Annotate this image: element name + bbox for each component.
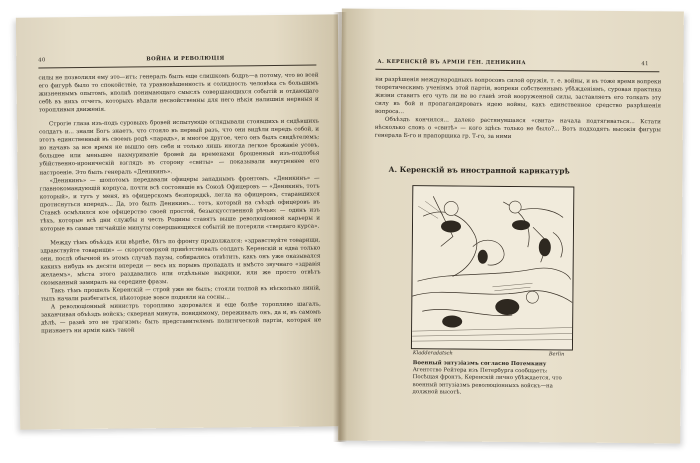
cartoon-illustration	[411, 185, 574, 350]
page-number-right: 41	[641, 61, 649, 68]
paragraph: Строгіе глаза изъ-подъ суровыхъ бровей испытующе оглядывали стоявшихъ и сидѣвшихъ солдатъ и... знали Богъ знаетъ, что стояло въ первый разъ, что они видѣли передъ собой, и этотъ единственный въ своемъ родѣ «парадъ», и многое другое, чего онъ былъ свидѣтелемъ; но начавъ за все время не вышло онъ себя и только лишь иногда легкое брожаніе усовъ, большее или меньшее нахмуриваніе бровей да временами брошенный изъ-подлобья убійственно-ироническій взглядъ въ сторону «свиты» — показывали внутреннее его настроеніе. Это былъ генералъ «Деникинъ».	[39, 118, 320, 176]
cartoon-caption-line: Агентство Рейтера изъ Петербурга сообщаетъ:	[412, 367, 548, 375]
header-rule-right	[375, 69, 659, 72]
cartoon-caption-title: Военный энтузіазмъ согласно Потемкину	[412, 360, 547, 368]
paragraph: Объѣздъ кончился... далеко растянувшаяся «свита» начала подтягиваться... Кстати нѣсколько словъ о «свитѣ» — кого здѣсь только не было?... Вотъ подходятъ высокія фигуры генерала Б-го и прапорщика гр. Т-го, за ними	[374, 117, 661, 141]
paragraph: ни разрѣшенія международныхъ вопросовъ силой оружія, т. е. войны, и въ тоже время вопреки теоретическимъ ученіямъ этой партіи, вопреки собственнымъ убѣжденіямъ, суровая практика жизни ставитъ его чуть ли не во главѣ этой вооруженной силы, заставляетъ его толкать эту силу въ бой и пропагандировать идею войны, какъ единственное средство разрѣшенія вопроса...	[374, 76, 662, 116]
cartoon-credit-left: Kladderadatsch	[412, 350, 453, 357]
cartoon-credit-right: Berlin	[548, 351, 565, 358]
running-head-right: А. КЕРЕНСКІЙ ВЪ АРМІИ ГЕН. ДЕНИКИНА	[377, 58, 527, 67]
paragraph: «Деникинъ» — шопотомъ передавали офицеры западнымъ фронтомъ. «Деникинъ» — главнокомандующій корпуса, почти всѣ состоявшіе въ Союзѣ Офицеровъ — «Деникинъ, тотъ который», и тутъ у меня, въ офицерскомъ безпорядкѣ, легла на офицеровъ, старавшихся протиснуться впередъ... Да, это былъ Деникинъ... тотъ, который на съѣздѣ офицеровъ въ Ставкѣ осмѣлился кое офицерство своей простой, безыскусственной рѣчью: — одинъ изъ тѣхъ, которые всѣ дни службы и честь Родины ставятъ выше революціонной карьеры и которые въ самые тягчайшіе минуты совершающихся событій не потеряли «твердаго курса».	[39, 175, 321, 233]
paragraph: силы не позволили ему это—итъ: генералъ былъ еще слишкомъ бодръ—а потому, что во всей его фигурѣ было то спокойствіе, та уравновѣшенность и солидность человѣка съ большимъ жизненнымъ опытомъ, вполнѣ понимающаго смыслъ совершающихся событій и отдающаго себѣ въ нихъ отчетъ, которыхъ вѣдали несвойственны для него нѣкія налишнія нервныя и торопливыя движенія.	[38, 72, 319, 114]
section-title: А. Керенскій въ иностранной карикатурѣ	[388, 164, 570, 176]
cartoon-caption	[413, 360, 569, 397]
running-head-left: ВОЙНА И РЕВОЛЮЦІЯ	[146, 55, 225, 63]
cartoon-caption-line: Посѣщая фронтъ, Керенскій лично убѣждается, что военный энтузіазмъ революціонныхъ войскъ—на должной высотѣ.	[412, 374, 562, 396]
header-rule-left	[38, 65, 316, 69]
page-number-left: 40	[38, 57, 46, 64]
right-page-body	[375, 76, 662, 143]
left-page	[16, 14, 342, 429]
book-gutter	[333, 12, 347, 442]
right-page	[338, 9, 684, 444]
paragraph: Такъ тѣмъ прошелъ Керенскій — строй уже не былъ; стояли толпой въ нѣсколько линій, тылъ начали разбегаться, нѣкоторые вовсе подняли на сосны...	[40, 285, 321, 303]
caricature-drawing	[412, 186, 573, 349]
paragraph: А революціонный министръ торопливо здоровался и еще болѣе торопливо шагалъ, заканчивая объѣздъ войскъ; скверная минута, повидимому, переживалъ онъ, да и, въ самомъ дѣлѣ, — развѣ это не трагизмъ: быть представителемъ политической партіи, которая не признаетъ ни арміи какъ такой	[40, 301, 322, 335]
left-page-body	[38, 72, 321, 336]
paragraph: Между тѣмъ объѣздъ или вѣрнѣе, бѣгъ по фронту продолжался: «здравствуйте товарищи, здравствуйте товарищи» — скороговоркой привѣтствовалъ солдатъ Керенскій и едва только они, послѣ обычной въ этомъ случаѣ паузы, собирались отвѣтить, какъ онъ уже оказывался какихъ нибудь въ десяти впереди — весь их порывъ пропадалъ и вмѣсто звучнаго «здравія желаемъ», мѣста этого раздавались или отдѣльные выкрики, или же просто отвѣтъ скомканный замиралъ на середине фразы.	[40, 237, 321, 287]
